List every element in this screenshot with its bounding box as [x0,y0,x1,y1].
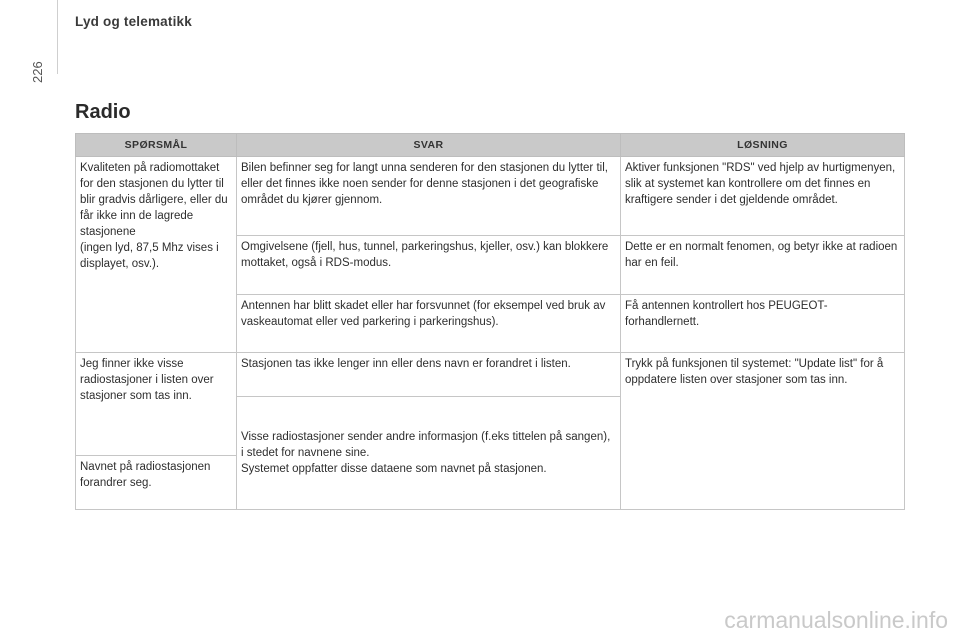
table-row [76,157,905,236]
question-cell: Jeg finner ikke visse radiostasjoner i listen over stasjoner som tas inn. [76,353,237,456]
answer-cell: Antennen har blitt skadet eller har forsvunnet (for eksempel ved bruk av vaskeautomat eller ved parkering i parkeringshus). [237,295,621,353]
answer-cell: Bilen befinner seg for langt unna senderen for den stasjonen du lytter til, eller det finnes ikke noen sender for denne stasjonen i det geografiske området du kjører gjennom. [237,157,621,236]
margin-divider-line [57,0,58,74]
troubleshooting-table [75,133,905,510]
column-header-answer: SVAR [237,134,621,157]
solution-cell: Aktiver funksjonen "RDS" ved hjelp av hurtigmenyen, slik at systemet kan kontrollere om det finnes en kraftigere sender i det gjeldende området. [621,157,905,236]
column-header-question: SPØRSMÅL [76,134,237,157]
column-header-solution: LØSNING [621,134,905,157]
solution-cell: Dette er en normalt fenomen, og betyr ikke at radioen har en feil. [621,236,905,295]
question-cell: Kvaliteten på radiomottaket for den stasjonen du lytter til blir gradvis dårligere, eller du får ikke inn de lagrede stasjonene (ingen lyd, 87,5 Mhz vises i displayet, osv.). [76,157,237,353]
solution-cell: Trykk på funksjonen til systemet: "Update list" for å oppdatere listen over stasjoner som tas inn. [621,353,905,510]
answer-cell: Omgivelsene (fjell, hus, tunnel, parkeringshus, kjeller, osv.) kan blokkere mottaket, også i RDS-modus. [237,236,621,295]
section-header: Lyd og telematikk [75,14,192,29]
table-row [76,353,905,397]
table-header-row [76,134,905,157]
footer-watermark: carmanualsonline.info [724,607,948,633]
answer-cell: Visse radiostasjoner sender andre informasjon (f.eks tittelen på sangen), i stedet for navnene sine. Systemet oppfatter disse dataene som navnet på stasjonen. [237,397,621,510]
solution-cell: Få antennen kontrollert hos PEUGEOT-forhandlernett. [621,295,905,353]
question-cell: Navnet på radiostasjonen forandrer seg. [76,456,237,510]
answer-cell: Stasjonen tas ikke lenger inn eller dens navn er forandret i listen. [237,353,621,397]
page-title: Radio [75,101,131,123]
page-number: 226 [30,61,45,83]
